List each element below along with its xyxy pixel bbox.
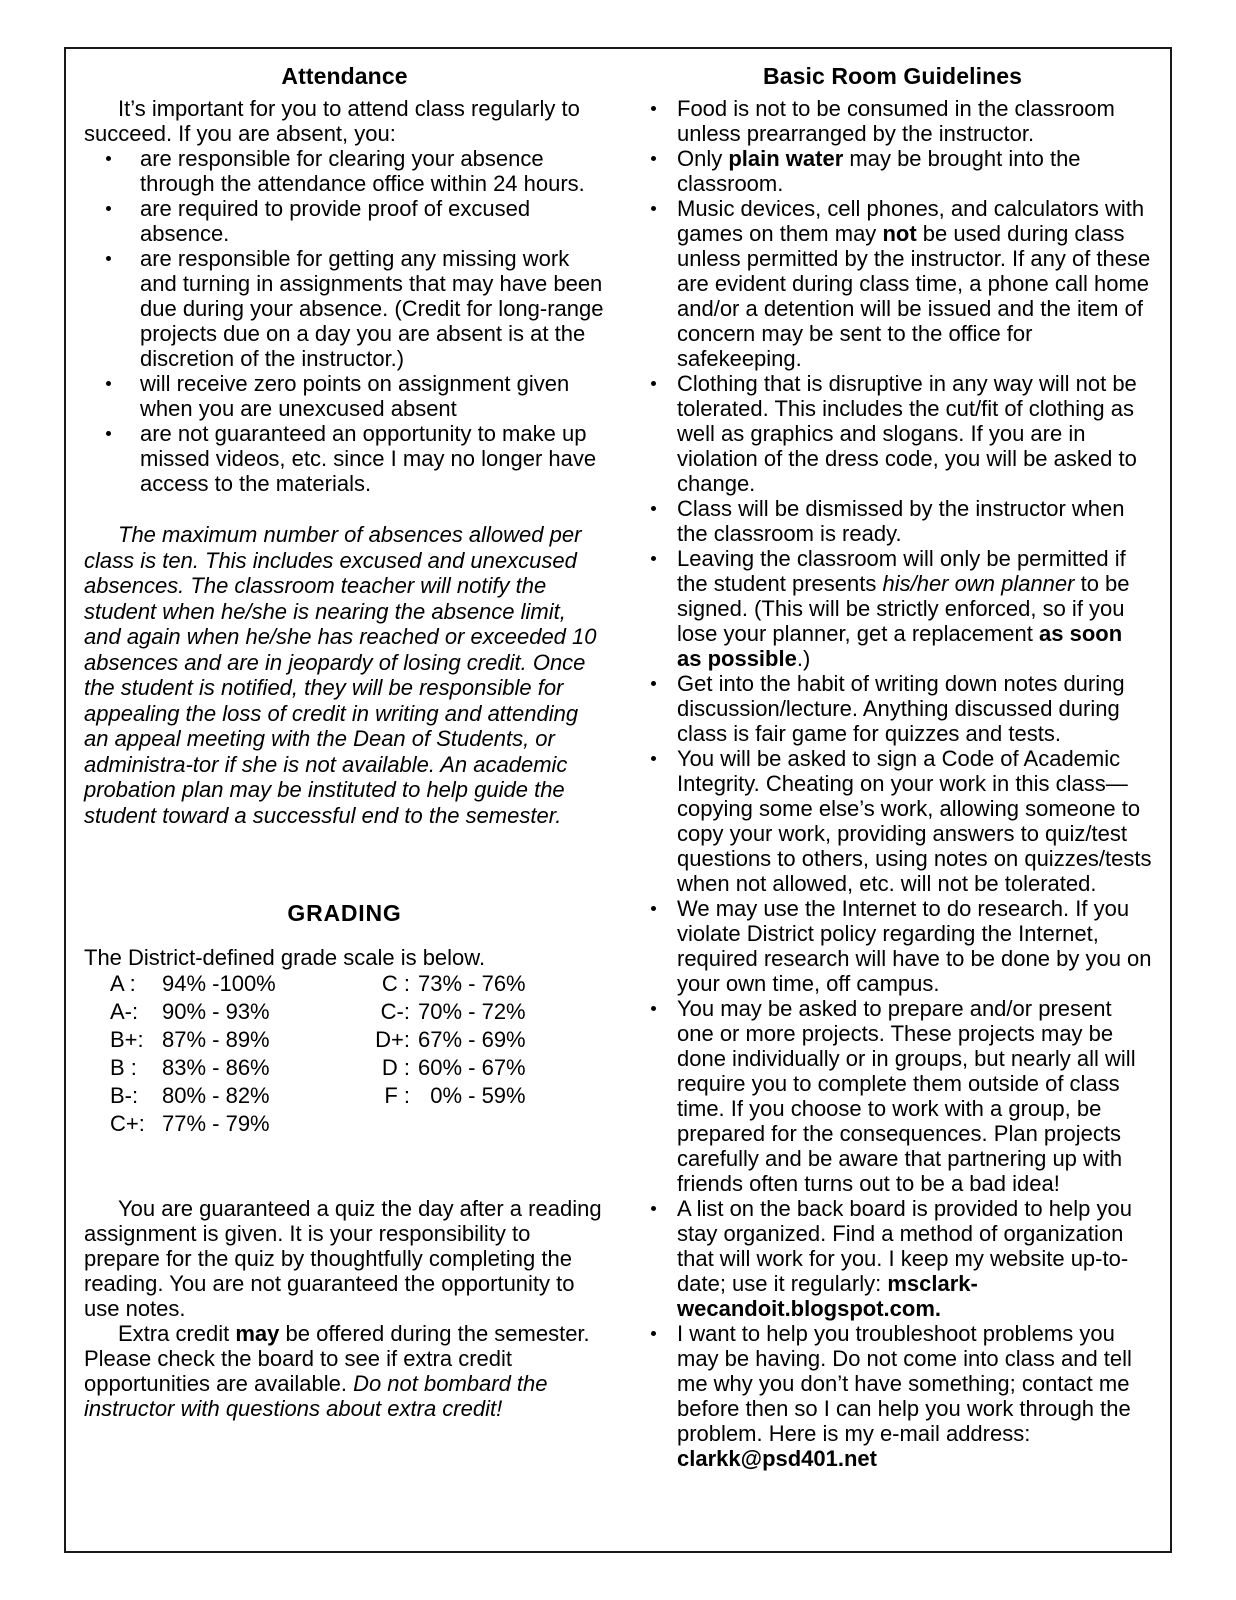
table-row xyxy=(110,1054,578,1082)
list-item-text: are responsible for clearing your absence through the attendance office within 24 hours. xyxy=(140,146,585,196)
grade-label: B+: xyxy=(110,1027,144,1052)
website-url: msclark-wecandoit.blogspot.com. xyxy=(677,1271,978,1321)
bullet-dot-icon xyxy=(651,381,656,386)
grade-range: 67% - 69% xyxy=(418,1027,526,1052)
bullet-dot-icon xyxy=(106,156,111,161)
absence-policy-paragraph: The maximum number of absences allowed per class is ten. This includes excused and unexcused absences. The classroom teacher will notify the student when he/she is nearing the absence limit, and again when he/she has reached or exceeded 10 absences and are in jeopardy of losing credit. Once the student is notified, they will be responsible for appealing the loss of credit in writing and attending an appeal meeting with the Dean of Students, or administra-tor if she is not available. An academic probation plan may be instituted to help guide the student toward a successful end to the semester. xyxy=(84,522,597,828)
list-item-text-pre: Music devices, cell phones, and calculators with games on them may xyxy=(677,196,1145,246)
bullet-dot-icon xyxy=(651,906,656,911)
page-border xyxy=(64,47,1172,1553)
grade-label: B-: xyxy=(110,1083,139,1108)
bullet-dot-icon xyxy=(106,206,111,211)
grade-range: 83% - 86% xyxy=(162,1055,270,1080)
grade-label: F : xyxy=(384,1083,410,1108)
list-item-text-pre: Only xyxy=(677,146,729,171)
list-item-text: are not guaranteed an opportunity to make up missed videos, etc. since I may no longer have access to the materials. xyxy=(140,421,597,496)
email-address: clarkk@psd401.net xyxy=(677,1446,877,1471)
list-item xyxy=(633,496,1152,546)
list-item xyxy=(633,196,1152,371)
grade-label: C+: xyxy=(110,1111,145,1136)
list-item xyxy=(633,371,1152,496)
grade-label: D : xyxy=(381,1055,410,1080)
grade-label: A : xyxy=(110,971,136,996)
grade-range: 70% - 72% xyxy=(418,999,526,1024)
list-item xyxy=(633,746,1152,896)
grade-range: 73% - 76% xyxy=(418,971,526,996)
grade-range: 77% - 79% xyxy=(162,1111,270,1136)
list-item-text-bold: as soon as possible xyxy=(677,621,1123,671)
list-item-text: are required to provide proof of excused absence. xyxy=(140,196,531,246)
grade-label: B : xyxy=(110,1055,137,1080)
list-item xyxy=(633,671,1152,746)
grade-range: 80% - 82% xyxy=(162,1083,270,1108)
grade-range: 60% - 67% xyxy=(418,1055,526,1080)
bullet-dot-icon xyxy=(106,381,111,386)
grade-range: 94% -100% xyxy=(162,971,276,996)
bullet-dot-icon xyxy=(651,206,656,211)
list-item xyxy=(633,146,1152,196)
left-column xyxy=(84,63,623,1551)
list-item-text: Food is not to be consumed in the classroom unless prearranged by the instructor. xyxy=(677,96,1115,146)
list-item-text-bold: plain water xyxy=(728,146,844,171)
list-item xyxy=(633,1321,1152,1471)
room-guidelines-bullet-list xyxy=(633,96,1152,1471)
list-item xyxy=(84,246,605,371)
list-item-text-bold: not xyxy=(882,221,917,246)
grade-scale-intro: The District-defined grade scale is below. xyxy=(84,945,486,970)
list-item xyxy=(633,96,1152,146)
table-row xyxy=(110,970,578,998)
bullet-dot-icon xyxy=(106,256,111,261)
bullet-dot-icon xyxy=(651,756,656,761)
table-row xyxy=(110,998,578,1026)
grade-label: D+: xyxy=(375,1027,410,1052)
grade-range: 0% - 59% xyxy=(418,1083,526,1108)
spacer xyxy=(84,828,605,900)
bullet-dot-icon xyxy=(651,1006,656,1011)
grade-label: C : xyxy=(381,971,410,996)
bullet-dot-icon xyxy=(651,681,656,686)
list-item xyxy=(633,896,1152,996)
extra-credit-part-2: be offered during the semester. Please check the board to see if extra credit opportunities are available. xyxy=(84,1321,590,1396)
list-item-text: Class will be dismissed by the instructor when the classroom is ready. xyxy=(677,496,1125,546)
grading-heading: GRADING xyxy=(287,900,402,926)
grade-label xyxy=(356,1110,418,1138)
attendance-bullet-list xyxy=(84,146,605,496)
room-guidelines-heading: Basic Room Guidelines xyxy=(763,63,1022,89)
extra-credit-paragraph xyxy=(84,1321,605,1421)
grade-range: 90% - 93% xyxy=(162,999,270,1024)
right-column xyxy=(623,63,1152,1551)
list-item xyxy=(84,371,605,421)
list-item-text-pre: Leaving the classroom will only be permitted if the student presents xyxy=(677,546,1126,596)
list-item-text: Get into the habit of writing down notes during discussion/lecture. Anything discussed during class is fair game for quizzes and tests. xyxy=(677,671,1125,746)
list-item-text-italic: his/her own planner xyxy=(882,571,1075,596)
list-item xyxy=(633,996,1152,1196)
bullet-dot-icon xyxy=(106,431,111,436)
list-item xyxy=(633,1196,1152,1321)
list-item-text: You may be asked to prepare and/or present one or more projects. These projects may be done individually or in groups, but nearly all will require you to complete them outside of class time. If you choose to work with a group, be prepared for the consequences. Plan projects carefully and be aware that partnering up with friends often turns out to be a bad idea! xyxy=(677,996,1136,1196)
extra-credit-italic-warning: Do not bombard the instructor with questions about extra credit! xyxy=(84,1371,548,1421)
list-item-text: We may use the Internet to do research. If you violate District policy regarding the Internet, required research will have to be done by you on your own time, off campus. xyxy=(677,896,1152,996)
bullet-dot-icon xyxy=(651,556,656,561)
two-column-layout xyxy=(66,49,1170,1551)
attendance-heading: Attendance xyxy=(281,63,408,89)
list-item xyxy=(84,421,605,496)
extra-credit-bold-may: may xyxy=(235,1321,280,1346)
grade-label: C-: xyxy=(380,999,410,1024)
bullet-dot-icon xyxy=(651,106,656,111)
grade-range xyxy=(418,1110,578,1138)
list-item-text: You will be asked to sign a Code of Academic Integrity. Cheating on your work in this class—copying some else’s work, allowing someone to copy your work, providing answers to quiz/test questions to others, using notes on quizzes/tests when not allowed, etc. will not be tolerated. xyxy=(677,746,1152,896)
list-item-text-post: may be brought into the classroom. xyxy=(677,146,1081,196)
bullet-dot-icon xyxy=(651,156,656,161)
list-item xyxy=(84,146,605,196)
extra-credit-part-1: Extra credit xyxy=(118,1321,236,1346)
list-item-text: are responsible for getting any missing work and turning in assignments that may have been due during your absence. (Credit for long-range projects due on a day you are absent is at the discretion of the instructor.) xyxy=(140,246,604,371)
list-item-text: will receive zero points on assignment given when you are unexcused absent xyxy=(140,371,570,421)
table-row xyxy=(110,1110,578,1138)
bullet-dot-icon xyxy=(651,1206,656,1211)
list-item-text-post: .) xyxy=(796,646,811,671)
attendance-intro-paragraph: It’s important for you to attend class regularly to succeed. If you are absent, you: xyxy=(84,96,580,146)
spacer xyxy=(84,496,605,522)
list-item-text-mid: to be signed. (This will be strictly enforced, so if you lose your planner, get a replacement xyxy=(677,571,1130,646)
list-item xyxy=(84,196,605,246)
bullet-dot-icon xyxy=(651,1331,656,1336)
table-row xyxy=(110,1082,578,1110)
quiz-policy-paragraph: You are guaranteed a quiz the day after a reading assignment is given. It is your responsibility to prepare for the quiz by thoughtfully completing the reading. You are not guaranteed the opportunity to use notes. xyxy=(84,1196,602,1321)
spacer xyxy=(84,1138,605,1196)
list-item-text-pre: I want to help you troubleshoot problems you may be having. Do not come into class and tell me why you don’t have something; contact me before then so I can help you work through the problem. Here is my e-mail address: xyxy=(677,1321,1132,1446)
table-row xyxy=(110,1026,578,1054)
list-item xyxy=(633,546,1152,671)
grade-label: A-: xyxy=(110,999,139,1024)
bullet-dot-icon xyxy=(651,506,656,511)
grade-range: 87% - 89% xyxy=(162,1027,270,1052)
list-item-text-pre: A list on the back board is provided to help you stay organized. Find a method of organization that will work for you. I keep my website up-to-date; use it regularly: xyxy=(677,1196,1132,1296)
list-item-text-post: be used during class unless permitted by the instructor. If any of these are evident during class time, a phone call home and/or a detention will be issued and the item of concern may be sent to the office for safekeeping. xyxy=(677,221,1151,371)
list-item-text: Clothing that is disruptive in any way will not be tolerated. This includes the cut/fit of clothing as well as graphics and slogans. If you are in violation of the dress code, you will be asked to change. xyxy=(677,371,1137,496)
grade-scale-table xyxy=(110,970,578,1138)
